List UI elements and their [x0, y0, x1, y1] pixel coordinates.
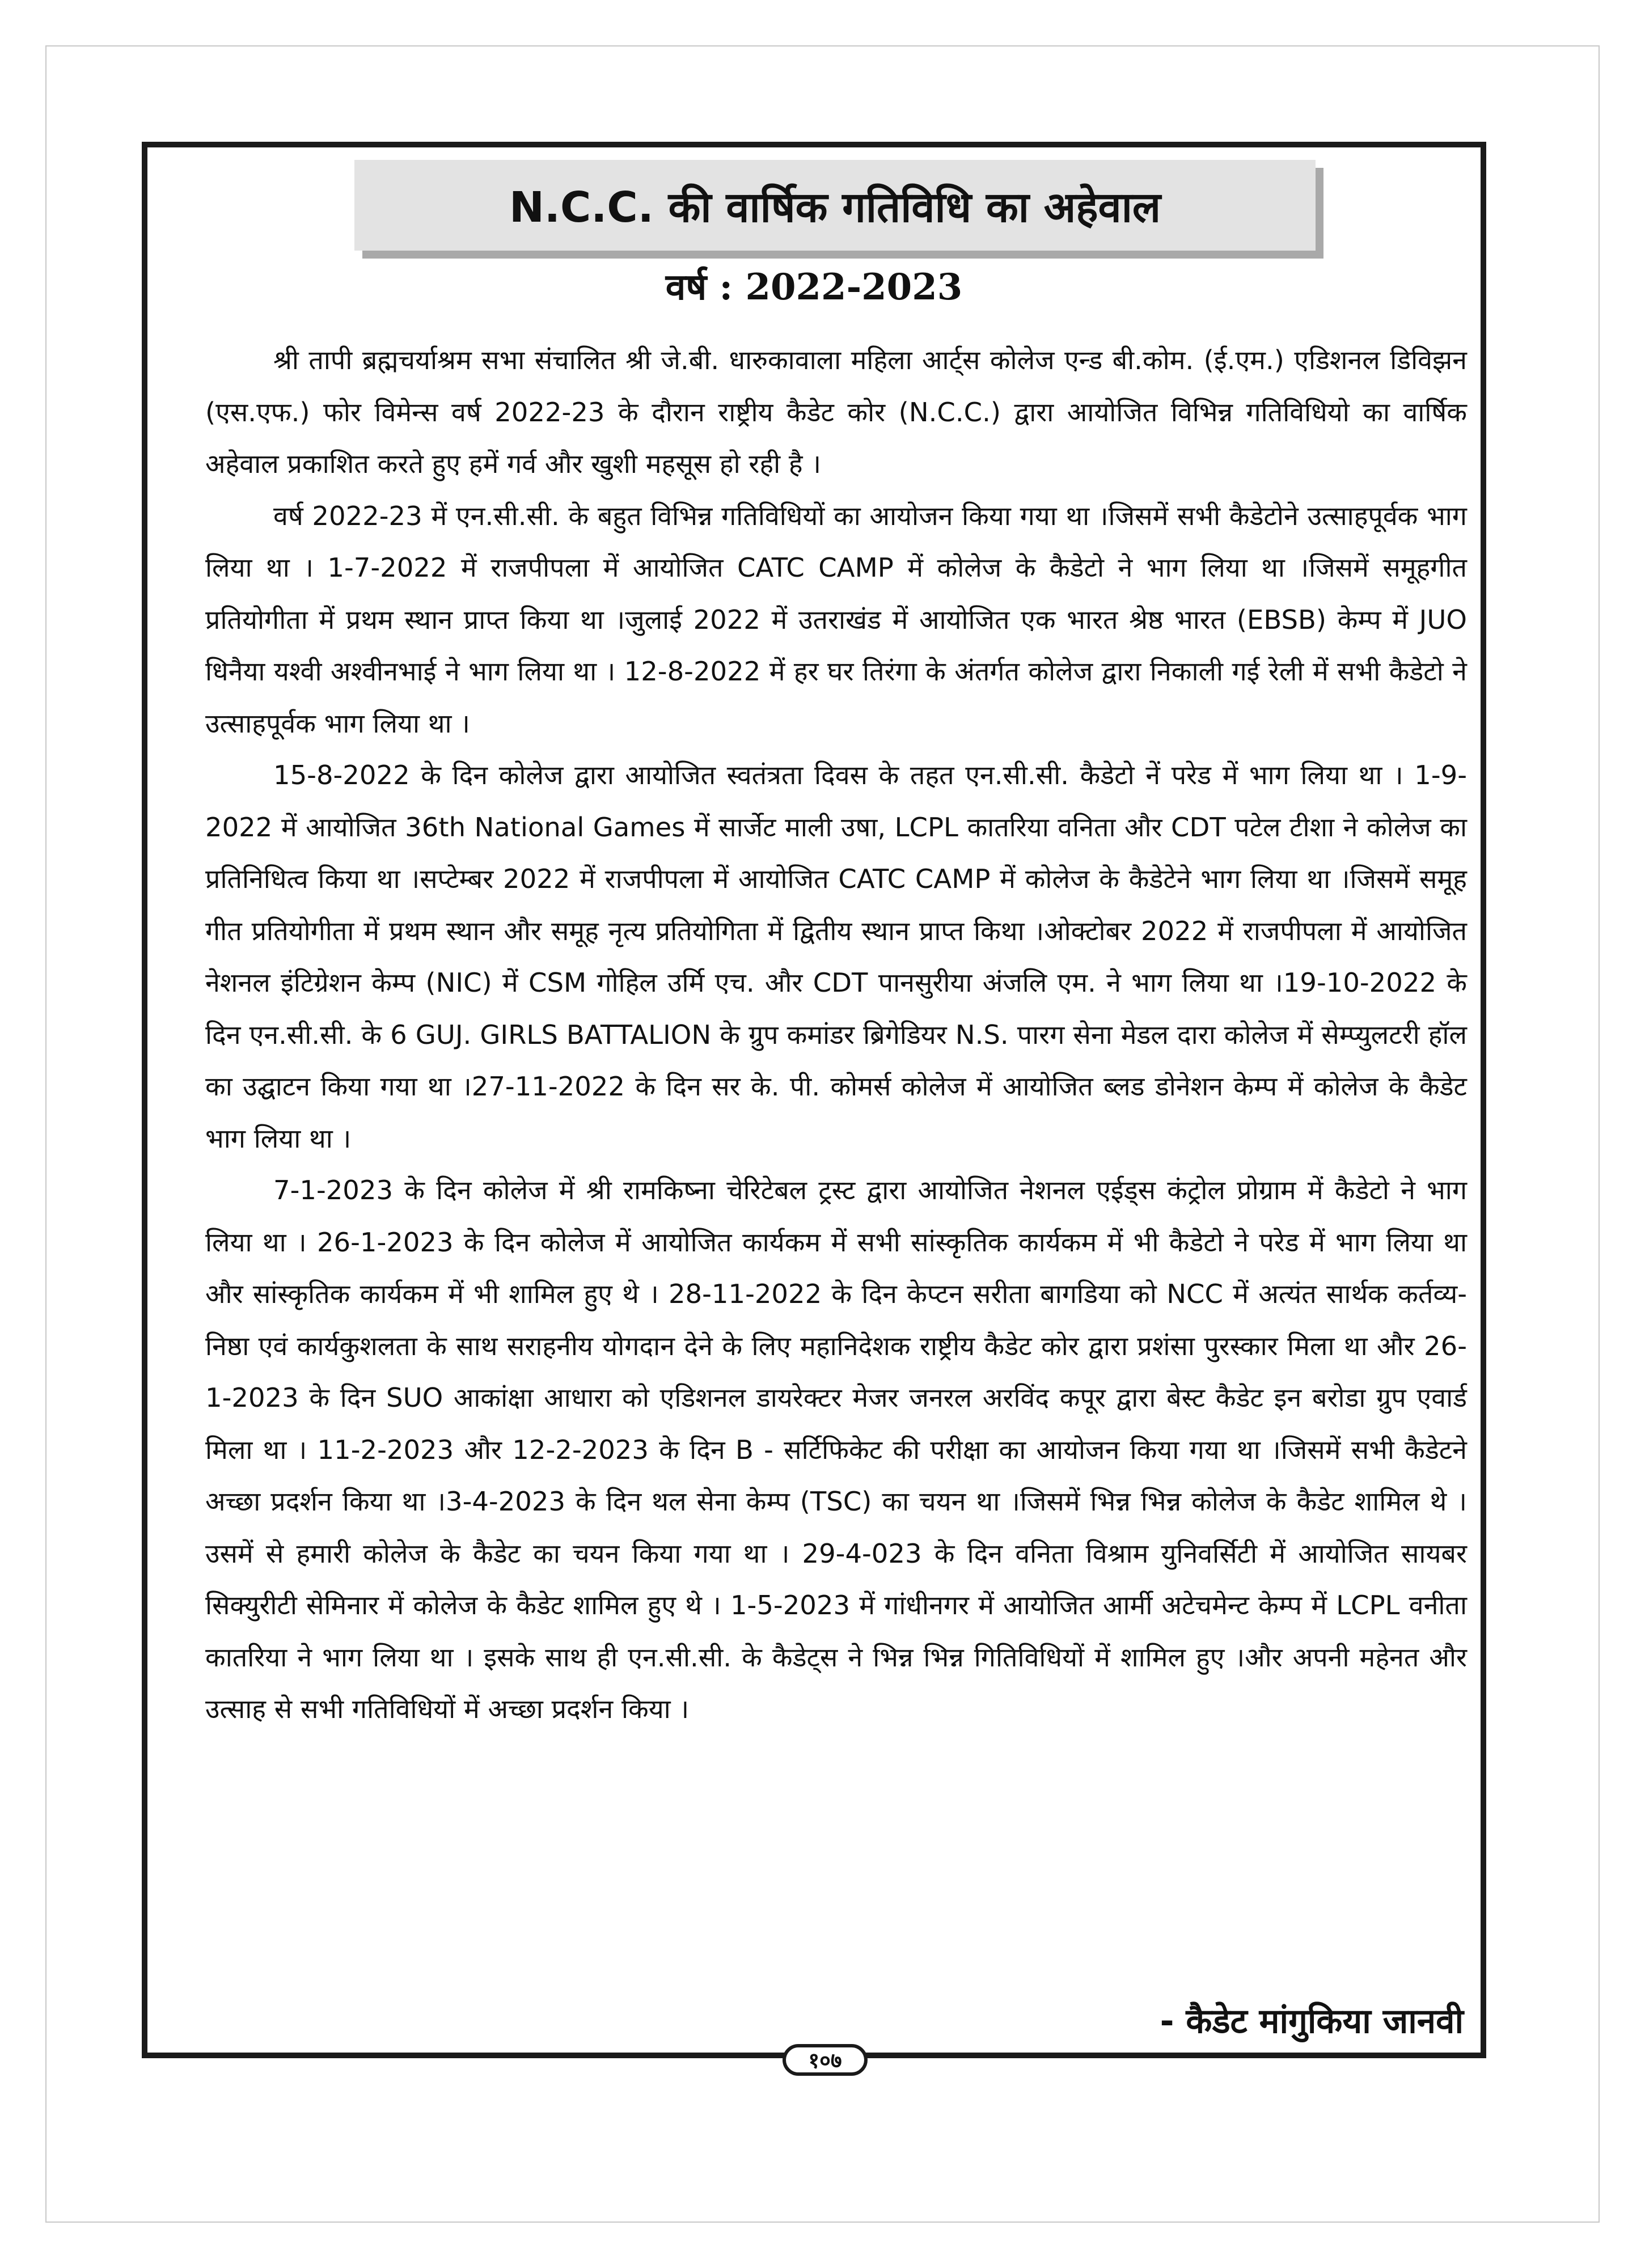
paragraph-activities-2022: वर्ष 2022-23 में एन.सी.सी. के बहुत विभिन्न गतिविधियों का आयोजन किया गया था ।जिसमें सभी कैडेटोने उत्साहपूर्वक भाग लिया था । 1-7-2022 में राजपीपला में आयोजित CATC CAMP में कोलेज के कैडेटो ने भाग लिया था ।जिसमें समूहगीत प्रतियोगीता में प्रथम स्थान प्राप्त किया था ।जुलाई 2022 में उतराखंड में आयोजित एक भारत श्रेष्ठ भारत (EBSB) केम्प में JUO धिनैया यश्वी अश्वीनभाई ने भाग लिया था । 12-8-2022 में हर घर तिरंगा के अंतर्गत कोलेज द्वारा निकाली गई रेली में सभी कैडेटो ने उत्साहपूर्वक भाग लिया था ।: [205, 500, 1467, 739]
author-signature: - कैडेट मांगुकिया जानवी: [1160, 2002, 1464, 2041]
year-heading: वर्ष : 2022-2023: [665, 266, 963, 308]
report-body: [205, 335, 1467, 1736]
title-banner: [354, 160, 1316, 251]
page-title: N.C.C. की वार्षिक गतिविधि का अहेवाल: [509, 183, 1161, 232]
page-number: १०७: [808, 2048, 842, 2073]
page-number-badge: [783, 2044, 868, 2076]
paragraph-intro: श्री तापी ब्रह्मचर्याश्रम सभा संचालित श्री जे.बी. धारुकावाला महिला आर्ट्स कोलेज एन्ड बी.कोम. (ई.एम.) एडिशनल डिविझन (एस.एफ.) फोर विमेन्स वर्ष 2022-23 के दौरान राष्ट्रीय कैडेट कोर (N.C.C.) द्वारा आयोजित विभिन्न गतिविधियो का वार्षिक अहेवाल प्रकाशित करते हुए हमें गर्व और खुशी महसूस हो रही है ।: [205, 345, 1467, 479]
paragraph-events-aug-nov: 15-8-2022 के दिन कोलेज द्वारा आयोजित स्वतंत्रता दिवस के तहत एन.सी.सी. कैडेटो नें परेड में भाग लिया था । 1-9-2022 में आयोजित 36th National Games में सार्जेट माली उषा, LCPL कातरिया वनिता और CDT पटेल टीशा ने कोलेज का प्रतिनिधित्व किया था ।सप्टेम्बर 2022 में राजपीपला में आयोजित CATC CAMP में कोलेज के कैडेटेने भाग लिया था ।जिसमें समूह गीत प्रतियोगीता में प्रथम स्थान और समूह नृत्य प्रतियोगिता में द्वितीय स्थान प्राप्त किथा ।ओक्टोबर 2022 में राजपीपला में आयोजित नेशनल इंटिग्रेशन केम्प (NIC) में CSM गोहिल उर्मि एच. और CDT पानसुरीया अंजलि एम. ने भाग लिया था ।19-10-2022 के दिन एन.सी.सी. के 6 GUJ. GIRLS BATTALION के ग्रुप कमांडर ब्रिगेडियर N.S. पारग सेना मेडल दारा कोलेज में सेम्प्युलटरी हॉल का उद्घाटन किया गया था ।27-11-2022 के दिन सर के. पी. कोमर्स कोलेज में आयोजित ब्लड डोनेशन केम्प में कोलेज के कैडेट भाग लिया था ।: [205, 760, 1467, 1154]
paragraph-events-2023: 7-1-2023 के दिन कोलेज में श्री रामकिष्ना चेरिटेबल ट्रस्ट द्वारा आयोजित नेशनल एईड्स कंट्रोल प्रोग्राम में कैडेटो ने भाग लिया था । 26-1-2023 के दिन कोलेज में आयोजित कार्यकम में सभी सांस्कृतिक कार्यकम में भी कैडेटो ने परेड में भाग लिया था और सांस्कृतिक कार्यकम में भी शामिल हुए थे । 28-11-2022 के दिन केप्टन सरीता बागडिया को NCC में अत्यंत सार्थक कर्तव्य-निष्ठा एवं कार्यकुशलता के साथ सराहनीय योगदान देने के लिए महानिदेशक राष्ट्रीय कैडेट कोर द्वारा प्रशंसा पुरस्कार मिला था और 26-1-2023 के दिन SUO आकांक्षा आधारा को एडिशनल डायरेक्टर मेजर जनरल अरविंद कपूर द्वारा बेस्ट कैडेट इन बरोडा ग्रुप एवार्ड मिला था । 11-2-2023 और 12-2-2023 के दिन B - सर्टिफिकेट की परीक्षा का आयोजन किया गया था ।जिसमें सभी कैडेटने अच्छा प्रदर्शन किया था ।3-4-2023 के दिन थल सेना केम्प (TSC) का चयन था ।जिसमें भिन्न भिन्न कोलेज के कैडेट शामिल थे । उसमें से हमारी कोलेज के कैडेट का चयन किया गया था । 29-4-023 के दिन वनिता विश्राम युनिवर्सिटी में आयोजित सायबर सिक्युरीटी सेमिनार में कोलेज के कैडेट शामिल हुए थे । 1-5-2023 में गांधीनगर में आयोजित आर्मी अटेचमेन्ट केम्प में LCPL वनीता कातरिया ने भाग लिया था । इसके साथ ही एन.सी.सी. के कैडेट्स ने भिन्न भिन्न गितिविधियों में शामिल हुए ।और अपनी महेनत और उत्साह से सभी गतिविधियों में अच्छा प्रदर्शन किया ।: [205, 1175, 1467, 1724]
